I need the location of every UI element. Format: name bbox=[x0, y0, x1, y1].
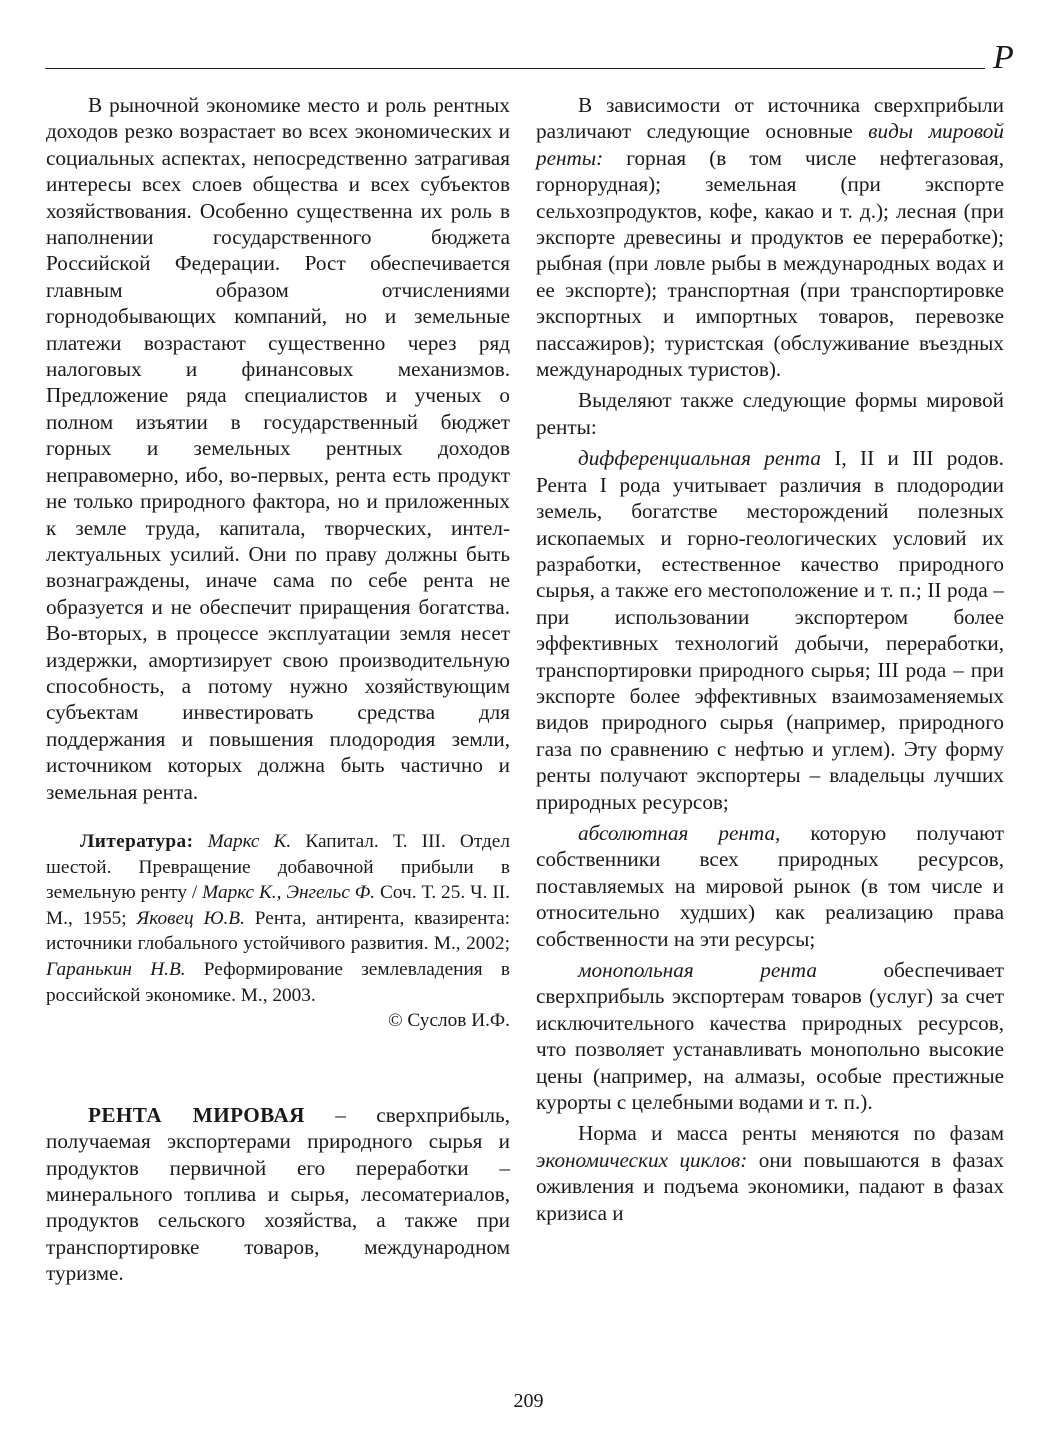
italic-term: экономических циклов: bbox=[536, 1147, 748, 1172]
literature-label: Литература: bbox=[80, 830, 194, 852]
italic-term: абсолютная рента, bbox=[578, 820, 781, 845]
paragraph bbox=[536, 1120, 1004, 1226]
text-run: I, II и III родов. Рента I рода учитывает различия в плодородии земель, богатстве месторождений полезных ископаемых и горно-геологических условий их разработки, естественное качество природного сырья, а также его местоположение и т. п.; II рода – при использовании экспортером более эффективных технологий добычи, переработки, транспортировки природного сырья; III рода – при экспорте более эффективных взаимозаменяемых видов природного сырья (например, природного газа по сравнению с нефтью и углем). Эту форму ренты получают экспортеры – владельцы лучших природных ресурсов; bbox=[536, 446, 1004, 814]
author: Маркс К., Энгельс Ф. bbox=[202, 882, 376, 904]
author: Гаранькин Н.В. bbox=[46, 958, 186, 980]
paragraph: В рыночной экономике место и роль рентных доходов резко возрастает во всех экономических и социальных аспектах, непосредственно затрагивая интересы всех слоев общества и всех субъектов хозяйствования. Особенно существенна их роль в наполнении государственного бюджета Российской Федерации. Рост обеспечивается главным образом отчислениями горнодобывающих компаний, но и земельные платежи возрастают существенно через ряд налоговых и финансовых механизмов. Предложение ряда специалистов и ученых о полном изъятии в государственный бюджет горных и земельных рентных доходов неправомерно, ибо, во-первых, рента есть продукт не только природного фактора, но и приложенных к земле труда, капитала, творческих, интеллектуальных усилий. Они по праву должны быть вознаграждены, иначе сама по себе рента не образуется и не обеспечит приращения богатства. Во-вторых, в процессе эксплуатации земля несет издержки, амортизирует свою производительную способность, а потому нужно хозяйствующим субъектам инвестировать средства для поддержания и повышения плодородия земли, источником которых должна быть частично и земельная рента. bbox=[46, 93, 510, 804]
page-number: 209 bbox=[513, 1390, 544, 1412]
italic-term: виды мировой ренты: bbox=[536, 119, 1004, 170]
paragraph bbox=[536, 92, 1004, 382]
text-run: они повышаются в фазах оживления и подъема экономики, падают в фазах кризиса и bbox=[536, 1147, 1004, 1225]
citation-text: Реформирование землевладения в российской экономике. М., 2003. bbox=[46, 958, 510, 1006]
text-run: которую получают собственники всех природных ресурсов, поставляемых на мировой рынок (в том числе и относительно худших) как реализацию права собственности на эти ресурсы; bbox=[536, 820, 1004, 951]
right-column bbox=[536, 92, 1004, 1226]
text-run: В зависимости от источника сверхприбыли различают следующие основные bbox=[536, 93, 1004, 144]
citation-text: Рента, антирента, квазирента: источники глобального устойчивого развития. М., 2002; bbox=[46, 907, 510, 955]
entry-definition: – сверхприбыль, получаемая экспортерами природного сырья и продуктов первичной его переработки – минерального топлива и сырья, лесоматериалов, продуктов сельского хозяйства, а также при транспортировке товаров, международном туризме. bbox=[46, 1102, 510, 1286]
citation-text: Соч. Т. 25. Ч. II. М., 1955; bbox=[46, 882, 510, 929]
entry-headword: РЕНТА МИРОВАЯ bbox=[88, 1102, 305, 1127]
text-run: Норма и масса ренты меняются по фазам bbox=[578, 1121, 1004, 1146]
author: Маркс К. bbox=[207, 830, 292, 852]
paragraph: Выделяют также следующие формы мировой ренты: bbox=[536, 388, 1004, 439]
text-run: обеспечивает сверхприбыль экспортерам товаров (услуг) за счет исключительного качества природных ресурсов, что позволяет устанавливать монопольно высокие цены (например, на алмазы, особые престижные курорты с целебными водами и т. п.). bbox=[536, 958, 1004, 1115]
paragraph bbox=[536, 820, 1004, 952]
paragraph bbox=[536, 445, 1004, 815]
citation-text: Капитал. Т. III. Отдел шестой. Превращение добавочной прибыли в земельную ренту / bbox=[46, 830, 510, 904]
italic-term: дифференциальная рента bbox=[578, 446, 821, 471]
author: Яковец Ю.В. bbox=[136, 907, 245, 929]
section-letter: Р bbox=[993, 39, 1014, 76]
italic-term: монопольная рента bbox=[578, 958, 817, 982]
paragraph bbox=[536, 957, 1004, 1115]
left-column bbox=[46, 92, 510, 1287]
literature-block bbox=[46, 829, 510, 1008]
copyright-author: © Суслов И.Ф. bbox=[387, 1010, 510, 1032]
text-run: горная (в том числе нефтегазовая, горнорудная); земельная (при экспорте сельхозпродуктов, кофе, какао и т. д.); лесная (при экспорте древесины и продуктов ее переработке); рыбная (при ловле рыбы в международных водах и ее экспорте); транспортная (при транспортировке экспортных и импортных товаров, перевозке пассажиров); туристская (обслуживание въездных международных туристов). bbox=[536, 145, 1004, 382]
header-rule bbox=[45, 68, 985, 69]
dictionary-entry bbox=[46, 1102, 510, 1287]
